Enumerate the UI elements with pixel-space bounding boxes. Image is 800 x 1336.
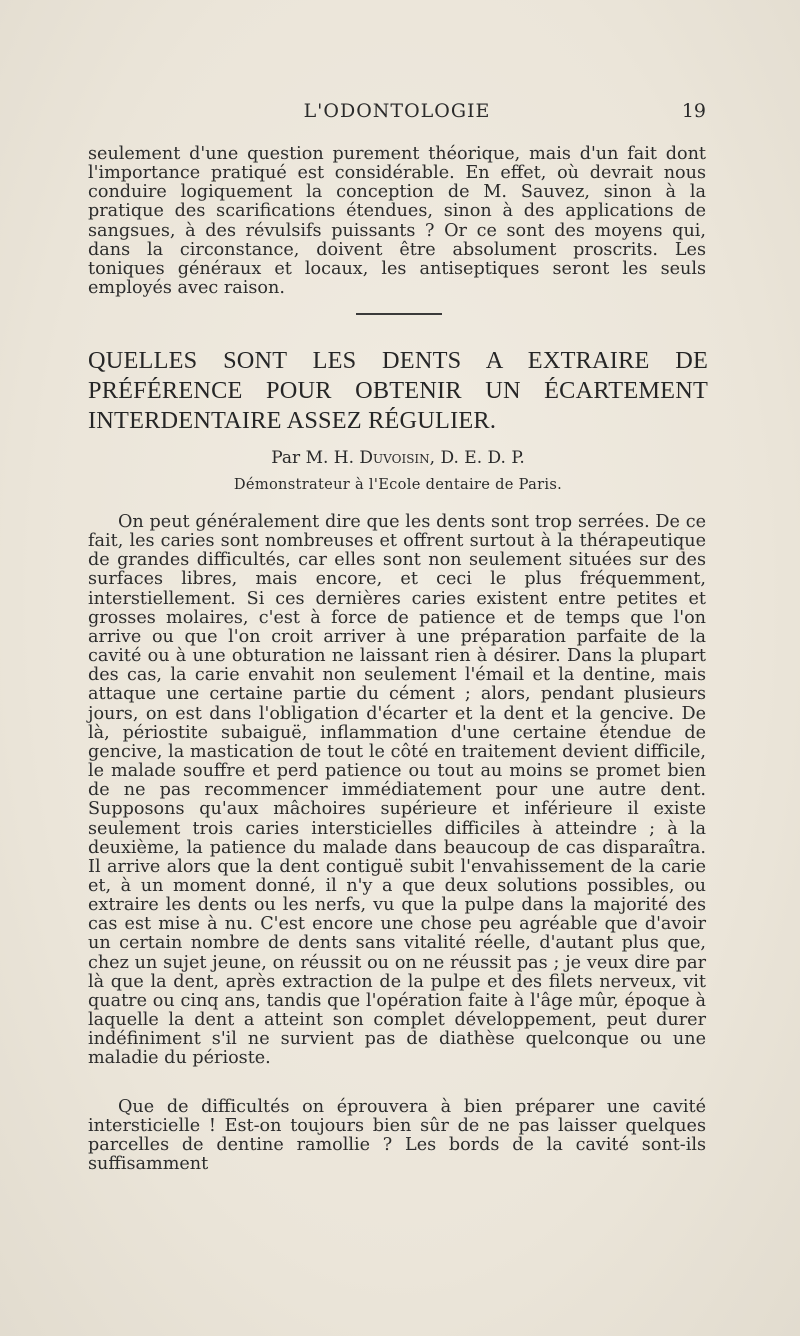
page-header	[88, 100, 706, 130]
continued-paragraph: seulement d'une question purement théorique, mais d'un fait dont l'importance pratiqué est considérable. En effet, où devrait nous conduire logiquement la conception de M. Sauvez, sinon à la pratique des scarifications étendues, sinon à des applications de sangsues, à des révulsifs puissants ? Or ce sont des moyens qui, dans la circonstance, doivent être absolument proscrits. Les toniques généraux et locaux, les antiseptiques seront les seuls employés avec raison.	[88, 144, 706, 299]
page-number: 19	[681, 100, 706, 122]
running-title: L'ODONTOLOGIE	[303, 100, 491, 122]
byline	[88, 448, 708, 468]
article-title: QUELLES SONT LES DENTS A EXTRAIRE DE PRÉFÉRENCE POUR OBTENIR UN ÉCARTEMENT INTERDENTAIRE ASSEZ RÉGULIER.	[88, 347, 708, 434]
byline-prefix: Par	[271, 448, 301, 468]
section-divider	[356, 313, 442, 315]
last-paragraph: Que de difficultés on éprouvera à bien préparer une cavité intersticielle ! Est-on toujours bien sûr de ne pas laisser quelques parcelles de dentine ramollie ? Les bords de la cavité sont-ils suffisamment	[88, 1097, 706, 1175]
author-name: M. H. Duvoisin, D. E. D. P.	[305, 448, 525, 468]
author-affiliation: Démonstrateur à l'Ecole dentaire de Paris.	[233, 476, 563, 493]
main-paragraph: On peut généralement dire que les dents sont trop serrées. De ce fait, les caries sont nombreuses et offrent surtout à la thérapeutique de grandes difficultés, car elles sont non seulement situées sur des surfaces libres, mais encore, et ceci le plus fréquemment, interstiellement. Si ces dernières caries existent entre petites et grosses molaires, c'est à force de patience et de temps que l'on arrive ou que l'on croit arriver à une préparation parfaite de la cavité ou à une obturation ne laissant rien à désirer. Dans la plupart des cas, la carie envahit non seulement l'émail et la dentine, mais attaque une certaine partie du cément ; alors, pendant plusieurs jours, on est dans l'obligation d'écarter et la dent et la gencive. De là, périostite subaiguë, inflammation d'une certaine étendue de gencive, la mastication de tout le côté en traitement devient difficile, le malade souffre et perd patience ou tout au moins se promet bien de ne pas recommencer immédiatement pour une autre dent. Supposons qu'aux mâchoires supérieure et inférieure il existe seulement trois caries intersticielles difficiles à atteindre ; à la deuxième, la patience du malade dans beaucoup de cas disparaîtra. Il arrive alors que la dent contiguë subit l'envahissement de la carie et, à un moment donné, il n'y a que deux solutions possibles, ou extraire les dents ou les nerfs, vu que la pulpe dans la majorité des cas est mise à nu. C'est encore une chose peu agréable que d'avoir un certain nombre de dents sans vitalité réelle, d'autant plus que, chez un sujet jeune, on réussit ou on ne réussit pas ; je veux dire par là que la dent, après extraction de la pulpe et des filets nerveux, vit quatre ou cinq ans, tandis que l'opération faite à l'âge mûr, époque à laquelle la dent a atteint son complet développement, peut durer indéfiniment s'il ne survient pas de diathèse quelconque ou une maladie du périoste.	[88, 512, 706, 1069]
